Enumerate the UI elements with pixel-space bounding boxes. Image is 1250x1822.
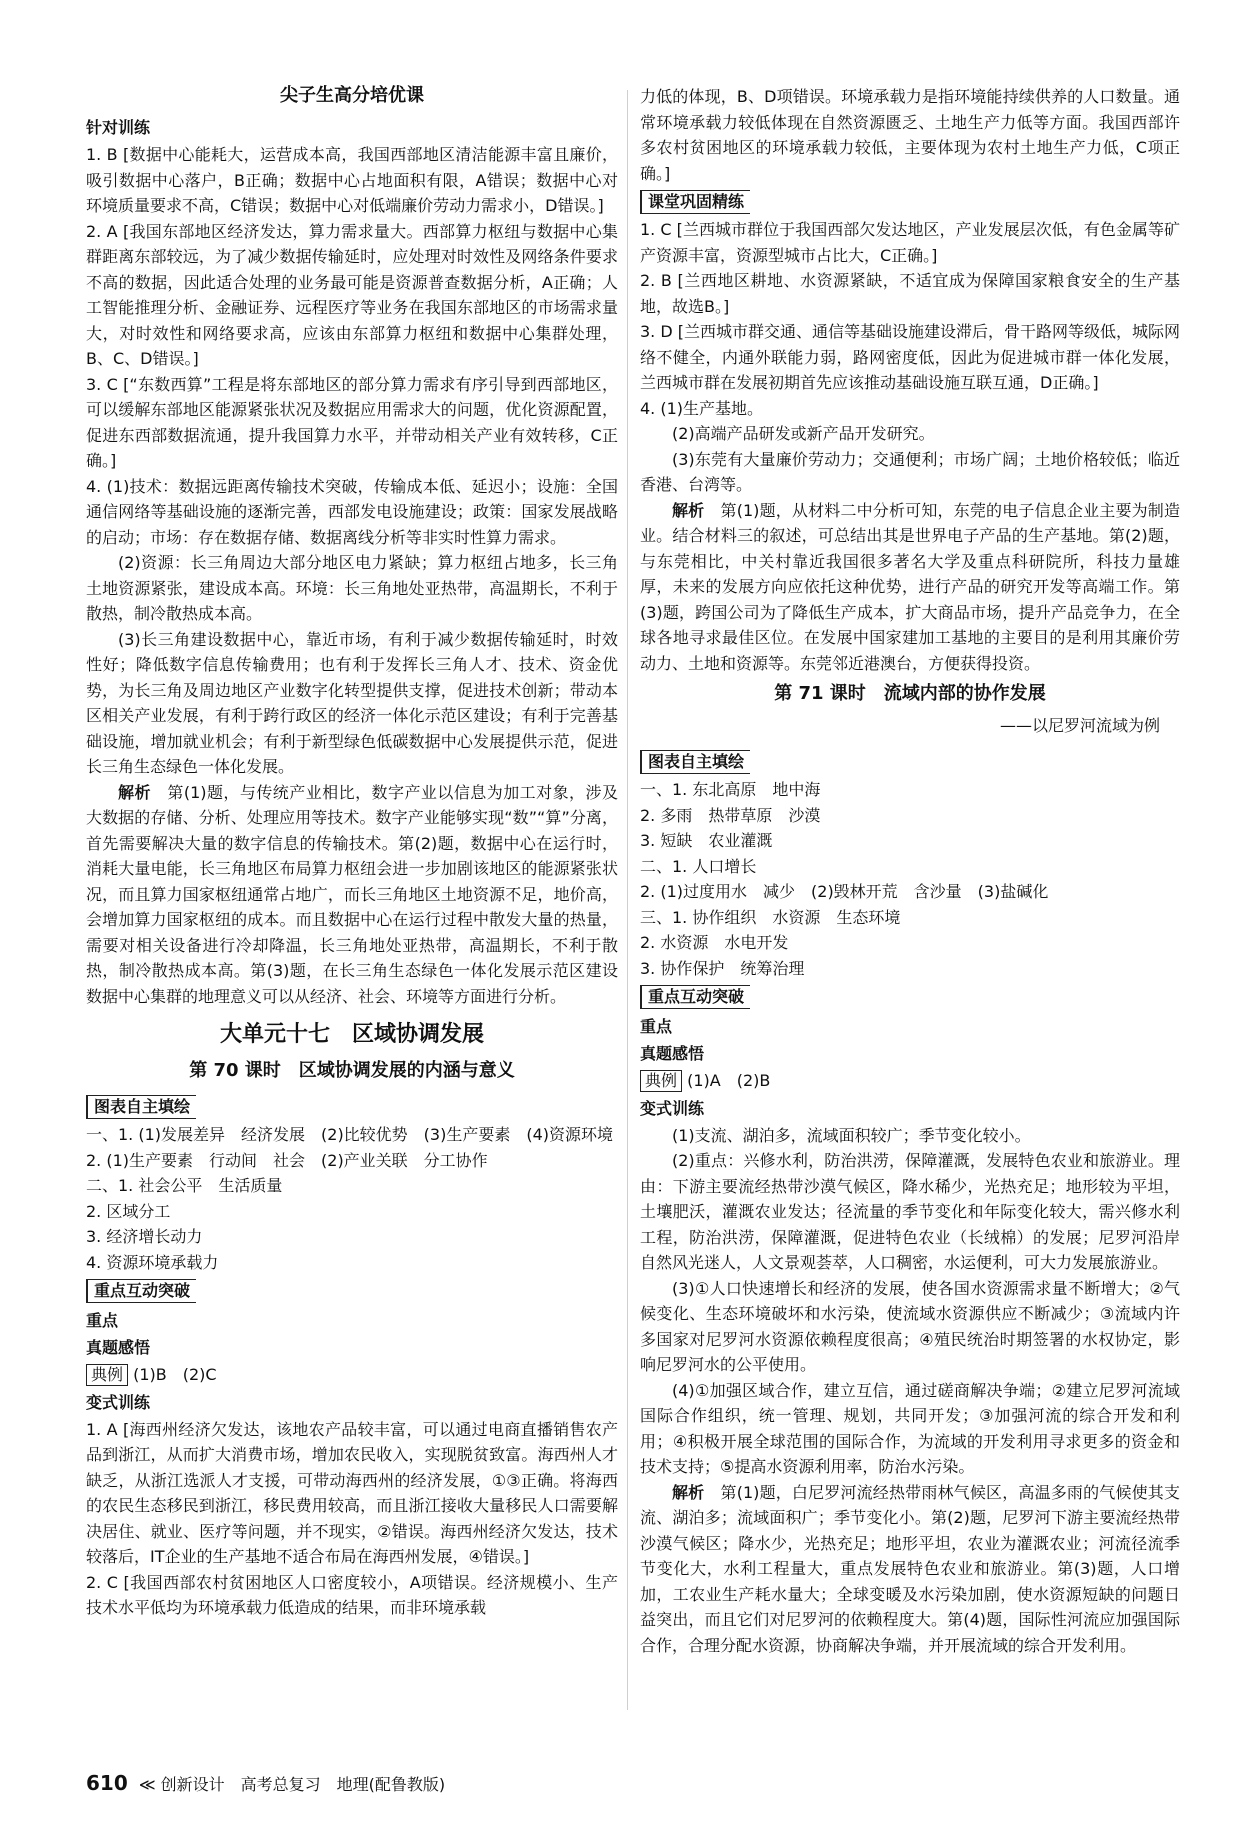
bianshi-r3: (3)①人口快速增长和经济的发展，使各国水资源需求量不断增大；②气候变化、生态环境破坏和水污染，使流域水资源供应不断减少；③流域内许多国家对尼罗河水资源依赖程度很高；④殖民统治时期签署的水权协定，影响尼罗河水的公平使用。 [640, 1278, 1180, 1374]
analysis-label: 解析 [118, 782, 151, 802]
unit-title: 大单元十七 区域协调发展 [219, 1022, 484, 1047]
l70-line-3: 二、1. 社会公平 生活质量 [86, 1176, 283, 1195]
lesson-71-title: 第 71 课时 流域内部的协作发展 [774, 683, 1046, 704]
bianshi-2-continued: 力低的体现，B、D项错误。环境承载力是指环境能持续供养的人口数量。通常环境承载力较低体现在自然资源匮乏、土地生产力低等方面。我国西部许多农村贫困地区的环境承载力较低，主要体现为农村土地生产力低，C项正确。] [640, 87, 1180, 183]
answer-2: 2. A [我国东部地区经济发达，算力需求量大。西部算力枢纽与数据中心集群距离东部较远，为了减少数据传输延时，应处理对时效性及网络条件要求不高的数据，因此适合处理的业务最可能是资源普查数据分析，A正确；人工智能推理分析、金融证券、远程医疗等业务在我国东部地区的市场需求量大，对时效性和网络要求高，应该由东部算力枢纽和数据中心集群处理，B、C、D错误。] [86, 221, 618, 368]
dianli-answers: (1)A (2)B [687, 1071, 771, 1090]
heading-zhongdian: 重点 [86, 1311, 119, 1330]
bianshi-r1: (1)支流、湖泊多，流域面积较广；季节变化较小。 [672, 1125, 1031, 1145]
dianli-answers: (1)B (2)C [133, 1365, 217, 1384]
dianli-line [640, 1068, 1180, 1094]
analysis-label: 解析 [672, 1482, 705, 1502]
box-zhongdian: 重点互动突破 [86, 1279, 196, 1303]
bianshi-r2: (2)重点：兴修水利，防治洪涝，保障灌溉，发展特色农业和旅游业。理由：下游主要流经热带沙漠气候区，降水稀少，光热充足；地形较为平坦，土壤肥沃，灌溉农业发达；径流量的季节变化和年际变化较大，需兴修水利工程，防治洪涝，保障灌溉，促进特色农业（长绒棉）的发展；尼罗河沿岸自然风光迷人，人文景观荟萃，人口稠密，水运便利，可大力发展旅游业。 [640, 1151, 1180, 1272]
heading-bianshi: 变式训练 [640, 1098, 705, 1118]
heading-zhenti: 真题感悟 [640, 1044, 705, 1063]
ketang-3: 3. D [兰西城市群交通、通信等基础设施建设滞后，骨干路网等级低，城际网络不健全，内通外联能力弱，路网密度低，因此为促进城市群一体化发展，兰西城市群在发展初期首先应该推动基础设施互联互通，D正确。] [640, 322, 1181, 392]
page-number: 610 [86, 1771, 128, 1795]
answer-4-1: 4. (1)技术：数据远距离传输技术突破，传输成本低、延迟小；设施：全国通信网络等基础设施的逐渐完善，西部发电设施建设；政策：国家发展战略的启动；市场：存在数据存储、数据离线分析等非实时性算力需求。 [86, 476, 618, 547]
l70-line-5: 3. 经济增长动力 [86, 1227, 203, 1246]
l70-line-4: 2. 区域分工 [86, 1201, 171, 1221]
bianshi-r4: (4)①加强区域合作，建立互信，通过磋商解决争端；②建立尼罗河流域国际合作组织，统一管理、规划，共同开发；③加强河流的综合开发和利用；④积极开展全球范围的国际合作，为流域的开发利用寻求更多的资金和技术支持；⑤提高水资源利用率，防治水污染。 [640, 1380, 1180, 1476]
l71-line-6: 三、1. 协作组织 水资源 生态环境 [640, 907, 901, 927]
ketang-4-2: (2)高端产品研发或新产品开发研究。 [672, 424, 935, 443]
footer-text: ≪ 创新设计 高考总复习 地理(配鲁教版) [138, 1775, 446, 1794]
dianli-label: 典例 [640, 1070, 682, 1092]
bianshi-1: 1. A [海西州经济欠发达，该地农产品较丰富，可以通过电商直播销售农产品到浙江，从而扩大消费市场，增加农民收入，实现脱贫致富。海西州人才缺乏，从浙江选派人才支援，可带动海西州的经济发展，①③正确。将海西的农民生态移民到浙江，移民费用较高，而且浙江接收大量移民人口需要解决居住、就业、医疗等问题，并不现实，②错误。海西州经济欠发达，技术较落后，IT企业的生产基地不适合布局在海西州发展，④错误。] [86, 1419, 618, 1566]
ketang-4-3: (3)东莞有大量廉价劳动力；交通便利；市场广阔；土地价格较低；临近香港、台湾等。 [640, 449, 1180, 494]
bianshi-analysis [640, 1480, 1180, 1659]
box-zhongdian: 重点互动突破 [640, 985, 750, 1009]
lesson-70-title: 第 70 课时 区域协调发展的内涵与意义 [189, 1060, 515, 1081]
box-tubiao: 图表自主填绘 [86, 1095, 196, 1119]
analysis-text: 第(1)题，与传统产业相比，数字产业以信息为加工对象，涉及大数据的存储、分析、处理应用等技术。数字产业能够实现“数”“算”分离，首先需要解决大量的数字信息的传输技术。第(2)题，数据中心在运行时，消耗大量电能，长三角地区布局算力枢纽会进一步加剧该地区的能源紧张状况，而且算力国家枢纽通常占地广，而长三角地区土地资源不足，地价高，会增加算力国家枢纽的成本。而且数据中心在运行过程中散发大量的热量，需要对相关设备进行冷却降温，长三角地处亚热带，高温期长，不利于散热，制冷散热成本高。第(3)题，在长三角生态绿色一体化发展示范区建设数据中心集群的地理意义可以从经济、社会、环境等方面进行分析。 [86, 782, 618, 1006]
l71-line-4: 二、1. 人口增长 [640, 856, 757, 876]
l71-line-2: 2. 多雨 热带草原 沙漠 [640, 805, 821, 825]
column-divider [627, 90, 628, 1710]
heading-bianshi: 变式训练 [86, 1392, 151, 1412]
analysis-text: 第(1)题，从材料二中分析可知，东莞的电子信息企业主要为制造业。结合材料三的叙述，可总结出其是世界电子产品的生产基地。第(2)题，与东莞相比，中关村靠近我国很多著名大学及重点科研院所，科技力量雄厚，未来的发展方向应依托这种优势，进行产品的研究开发等高端工作。第(3)题，跨国公司为了降低生产成本，扩大商品市场，提升产品竞争力，在全球各地寻求最佳区位。在发展中国家建加工基地的主要目的是利用其廉价劳动力、土地和资源等。东莞邻近港澳台，方便获得投资。 [640, 500, 1180, 673]
section-title-peiyou: 尖子生高分培优课 [280, 85, 424, 106]
l70-line-2: 2. (1)生产要素 行动间 社会 (2)产业关联 分工协作 [86, 1150, 488, 1170]
analysis-4 [86, 780, 618, 1010]
l71-line-7: 2. 水资源 水电开发 [640, 933, 789, 952]
ketang-1: 1. C [兰西城市群位于我国西部欠发达地区，产业发展层次低，有色金属等矿产资源丰富，资源型城市占比大，C正确。] [640, 220, 1180, 265]
answer-4-3: (3)长三角建设数据中心，靠近市场，有利于减少数据传输延时，时效性好；降低数字信息传输费用；也有利于发挥长三角人才、技术、资金优势，为长三角及周边地区产业数字化转型提供支撑，促进技术创新；带动本区相关产业发展，有利于跨行政区的经济一体化示范区建设；有利于完善基础设施，增加就业机会；有利于新型绿色低碳数据中心发展提供示范，促进长三角生态绿色一体化发展。 [86, 629, 618, 776]
heading-zhendui: 针对训练 [86, 118, 151, 137]
answer-1: 1. B [数据中心能耗大，运营成本高，我国西部地区清洁能源丰富且廉价，吸引数据中心落户，B正确；数据中心占地面积有限，A错误；数据中心对环境质量要求不高，C错误；数据中心对低端廉价劳动力需求小，D错误。] [86, 145, 618, 215]
answer-3: 3. C [“东数西算”工程是将东部地区的部分算力需求有序引导到西部地区，可以缓解东部地区能源紧张状况及数据应用需求大的问题，优化资源配置，促进东西部数据流通，提升我国算力水平，并带动相关产业有效转移，C正确。] [86, 374, 618, 470]
ketang-4-1: 4. (1)生产基地。 [640, 398, 764, 418]
lesson-71-subtitle: ——以尼罗河流域为例 [999, 716, 1160, 735]
heading-zhenti: 真题感悟 [86, 1338, 151, 1357]
ketang-analysis [640, 498, 1180, 677]
analysis-text: 第(1)题，白尼罗河流经热带雨林气候区，高温多雨的气候使其支流、湖泊多；流域面积广；季节变化小。第(2)题，尼罗河下游主要流经热带沙漠气候区；降水少，光热充足；地形平坦，农业为灌溉农业；河流径流季节变化大，水利工程量大，重点发展特色农业和旅游业。第(3)题，人口增加，工农业生产耗水量大；全球变暖及水污染加剧，使水资源短缺的问题日益突出，而且它们对尼罗河的依赖程度大。第(4)题，国际性河流应加强国际合作，合理分配水资源，协商解决争端，并开展流域的综合开发利用。 [640, 1482, 1180, 1655]
page-footer [86, 1772, 445, 1796]
box-ketang: 课堂巩固精练 [640, 190, 750, 214]
dianli-label: 典例 [86, 1364, 128, 1386]
l70-line-1: 一、1. (1)发展差异 经济发展 (2)比较优势 (3)生产要素 (4)资源环境 [86, 1125, 614, 1144]
l70-line-6: 4. 资源环境承载力 [86, 1252, 219, 1272]
heading-zhongdian: 重点 [640, 1017, 673, 1036]
l71-line-5: 2. (1)过度用水 减少 (2)毁林开荒 含沙量 (3)盐碱化 [640, 882, 1049, 901]
bianshi-2: 2. C [我国西部农村贫困地区人口密度较小，A项错误。经济规模小、生产技术水平低均为环境承载力低造成的结果，而非环境承载 [86, 1572, 618, 1617]
ketang-2: 2. B [兰西地区耕地、水资源紧缺，不适宜成为保障国家粮食安全的生产基地，故选B。] [640, 271, 1180, 316]
l71-line-3: 3. 短缺 农业灌溉 [640, 831, 773, 850]
left-column [86, 80, 618, 1621]
right-column [640, 84, 1180, 1658]
l71-line-8: 3. 协作保护 统筹治理 [640, 958, 805, 978]
answer-4-2: (2)资源：长三角周边大部分地区电力紧缺；算力枢纽占地多，长三角土地资源紧张，建设成本高。环境：长三角地处亚热带，高温期长，不利于散热，制冷散热成本高。 [86, 553, 618, 623]
dianli-line [86, 1362, 618, 1388]
box-tubiao: 图表自主填绘 [640, 750, 750, 774]
l71-line-1: 一、1. 东北高原 地中海 [640, 780, 821, 799]
analysis-label: 解析 [672, 500, 705, 520]
